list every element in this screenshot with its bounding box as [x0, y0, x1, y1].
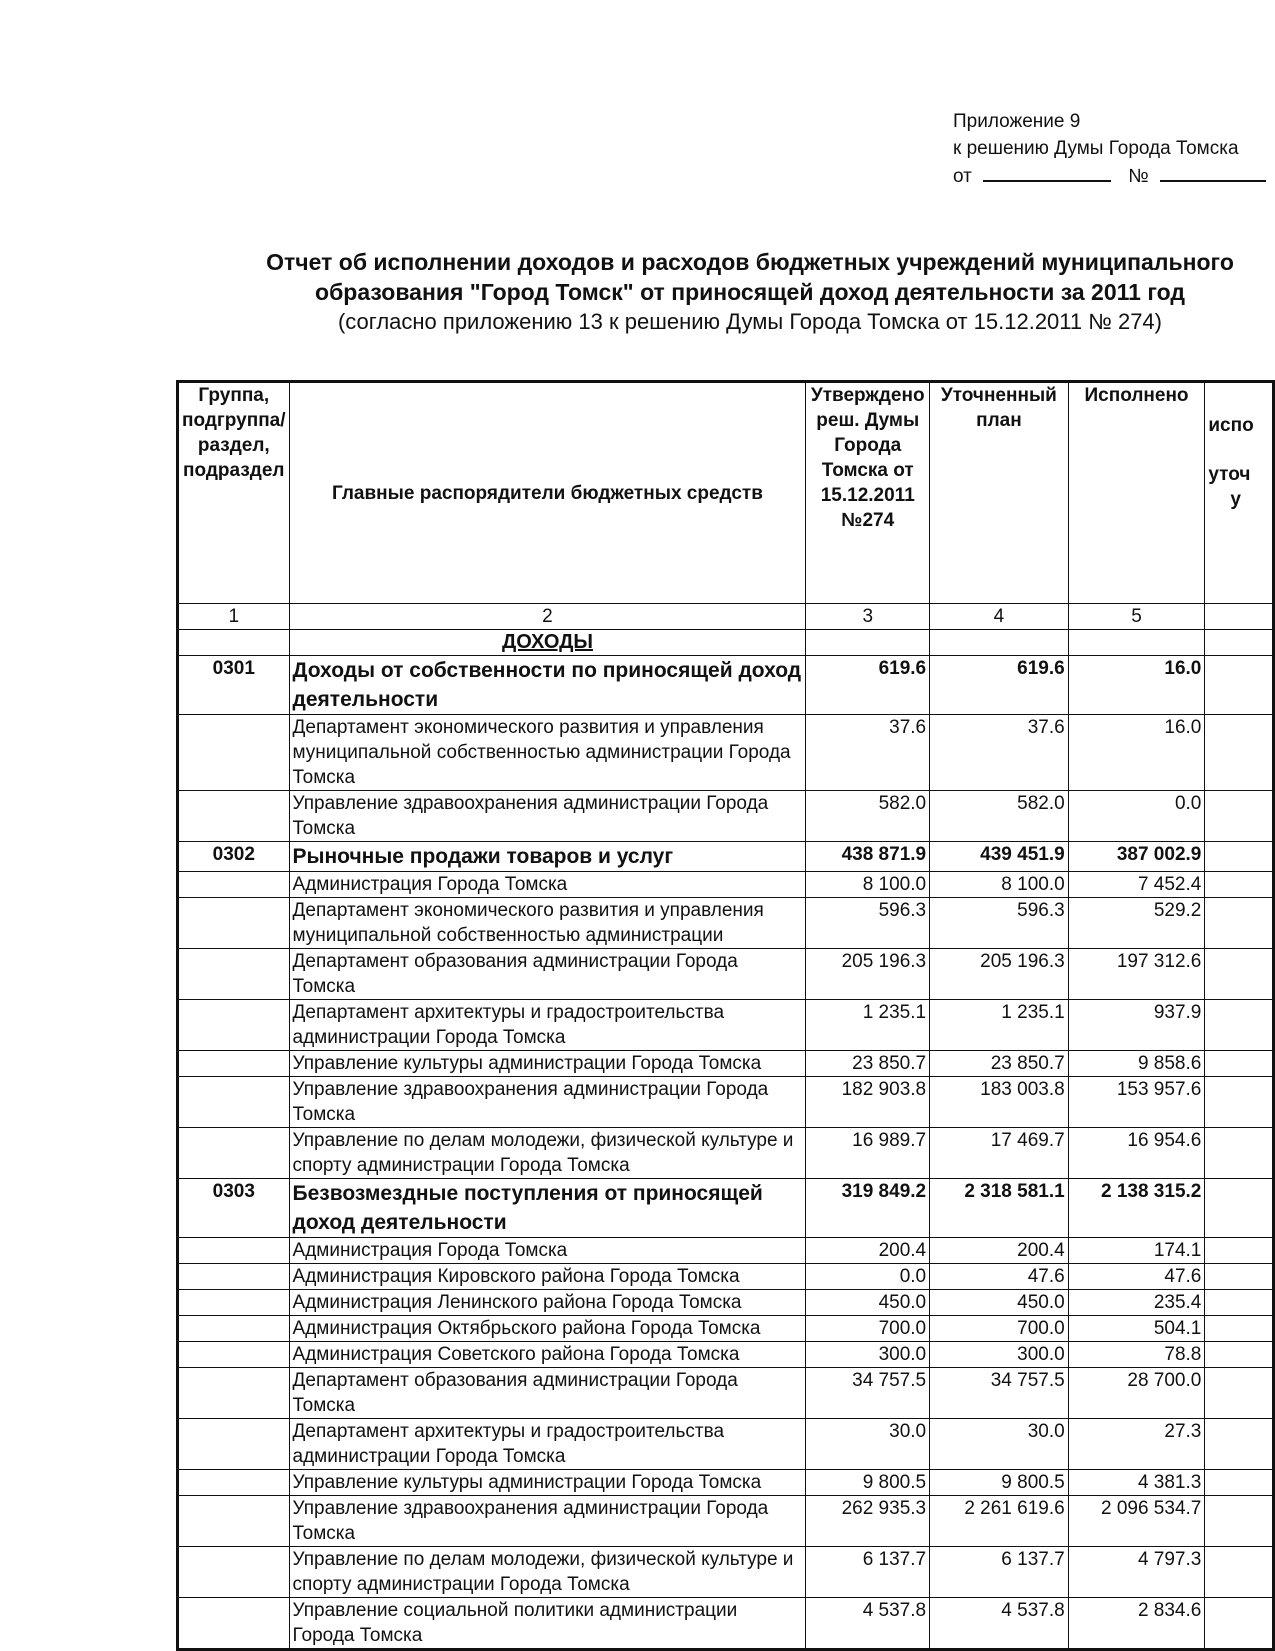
row-approved: 4 537.8 — [806, 1598, 930, 1650]
row-executed: 78.8 — [1068, 1342, 1205, 1368]
row-code — [178, 1419, 290, 1470]
row-refined: 300.0 — [930, 1342, 1069, 1368]
section-code-cell — [178, 630, 290, 656]
row-executed: 153 957.6 — [1068, 1077, 1205, 1128]
row-approved: 205 196.3 — [806, 949, 930, 1000]
row-name: Администрация Советского района Города Томска — [289, 1342, 806, 1368]
row-refined: 9 800.5 — [930, 1470, 1069, 1496]
row-refined: 37.6 — [930, 715, 1069, 791]
col-header-percent-b: уточ — [1208, 464, 1251, 485]
row-name: Доходы от собственности по приносящей доход деятельности — [289, 656, 806, 715]
row-percent — [1205, 872, 1274, 898]
row-percent — [1205, 1419, 1274, 1470]
row-name: Управление культуры администрации Города Томска — [289, 1051, 806, 1077]
col-header-refined: Уточненный план — [930, 382, 1069, 604]
col-header-percent — [1205, 382, 1274, 604]
row-code — [178, 791, 290, 842]
title-line-2: образования "Город Томск" от приносящей доход деятельности за 2011 год — [315, 279, 1185, 305]
row-name: Департамент архитектуры и градостроительства администрации Города Томска — [289, 1419, 806, 1470]
row-executed: 2 096 534.7 — [1068, 1496, 1205, 1547]
row-percent — [1205, 842, 1274, 872]
row-name: Управление здравоохранения администрации Города Томска — [289, 791, 806, 842]
row-approved: 1 235.1 — [806, 1000, 930, 1051]
date-blank — [983, 162, 1111, 182]
row-name: Управление культуры администрации Города Томска — [289, 1470, 806, 1496]
row-approved: 438 871.9 — [806, 842, 930, 872]
row-name: Рыночные продажи товаров и услуг — [289, 842, 806, 872]
annex-number-label: № — [1128, 166, 1149, 187]
col-number: 1 — [178, 604, 290, 630]
row-approved: 319 849.2 — [806, 1179, 930, 1238]
table-row — [178, 1264, 1274, 1290]
row-name: Управление по делам молодежи, физической культуре и спорту администрации Города Томска — [289, 1128, 806, 1179]
table-row — [178, 872, 1274, 898]
row-percent — [1205, 1342, 1274, 1368]
row-approved: 582.0 — [806, 791, 930, 842]
row-approved: 182 903.8 — [806, 1077, 930, 1128]
row-refined: 30.0 — [930, 1419, 1069, 1470]
col-header-percent-a: испо — [1208, 415, 1254, 436]
section-row — [178, 630, 1274, 656]
row-name: Департамент экономического развития и управления муниципальной собственностью администрации — [289, 898, 806, 949]
report-table — [176, 380, 1275, 1651]
row-name: Управление по делам молодежи, физической культуре и спорту администрации Города Томска — [289, 1547, 806, 1598]
row-approved: 23 850.7 — [806, 1051, 930, 1077]
annex-from-label: от — [953, 166, 972, 187]
col-number: 5 — [1068, 604, 1205, 630]
row-code — [178, 1368, 290, 1419]
row-percent — [1205, 791, 1274, 842]
row-executed: 27.3 — [1068, 1419, 1205, 1470]
table-row — [178, 1077, 1274, 1128]
col-number: 3 — [806, 604, 930, 630]
row-code — [178, 1264, 290, 1290]
row-percent — [1205, 1598, 1274, 1650]
section-title: ДОХОДЫ — [289, 630, 806, 656]
col-number: 4 — [930, 604, 1069, 630]
row-name: Администрация Города Томска — [289, 1238, 806, 1264]
row-percent — [1205, 898, 1274, 949]
row-code — [178, 898, 290, 949]
annex-subtitle: к решению Думы Города Томска — [953, 138, 1239, 159]
table-row — [178, 1419, 1274, 1470]
row-approved: 596.3 — [806, 898, 930, 949]
row-approved: 34 757.5 — [806, 1368, 930, 1419]
row-percent — [1205, 656, 1274, 715]
col-number: 2 — [289, 604, 806, 630]
row-executed: 529.2 — [1068, 898, 1205, 949]
row-code — [178, 872, 290, 898]
header-row — [178, 382, 1274, 604]
row-percent — [1205, 1470, 1274, 1496]
row-code — [178, 1316, 290, 1342]
table-row — [178, 1290, 1274, 1316]
table-row — [178, 1128, 1274, 1179]
row-approved: 6 137.7 — [806, 1547, 930, 1598]
row-approved: 262 935.3 — [806, 1496, 930, 1547]
row-executed: 174.1 — [1068, 1238, 1205, 1264]
title-line-3: (согласно приложению 13 к решению Думы Города Томска от 15.12.2011 № 274) — [337, 309, 1162, 334]
table-row — [178, 1342, 1274, 1368]
row-name: Управление социальной политики администрации Города Томска — [289, 1598, 806, 1650]
row-percent — [1205, 715, 1274, 791]
col-header-code: Группа, подгруппа/ раздел, подраздел — [178, 382, 290, 604]
row-percent — [1205, 1077, 1274, 1128]
col-header-percent-c: у — [1230, 489, 1241, 510]
annex-title: Приложение 9 — [953, 111, 1081, 132]
row-refined: 2 318 581.1 — [930, 1179, 1069, 1238]
row-refined: 23 850.7 — [930, 1051, 1069, 1077]
row-code — [178, 715, 290, 791]
row-name: Администрация Ленинского района Города Томска — [289, 1290, 806, 1316]
row-percent — [1205, 1264, 1274, 1290]
row-percent — [1205, 1238, 1274, 1264]
table-row — [178, 1368, 1274, 1419]
section-empty-cell — [1068, 630, 1205, 656]
row-refined: 34 757.5 — [930, 1368, 1069, 1419]
row-code — [178, 1051, 290, 1077]
row-executed: 4 381.3 — [1068, 1470, 1205, 1496]
row-code — [178, 1290, 290, 1316]
col-header-name: Главные распорядители бюджетных средств — [289, 382, 806, 604]
row-executed: 28 700.0 — [1068, 1368, 1205, 1419]
row-approved: 37.6 — [806, 715, 930, 791]
row-refined: 596.3 — [930, 898, 1069, 949]
col-header-approved: Утверждено реш. Думы Города Томска от 15.12.2011 №274 — [806, 382, 930, 604]
col-header-executed: Исполнено — [1068, 382, 1205, 604]
col-number — [1205, 604, 1274, 630]
number-blank — [1160, 162, 1266, 182]
row-percent — [1205, 949, 1274, 1000]
row-code — [178, 1496, 290, 1547]
row-approved: 0.0 — [806, 1264, 930, 1290]
table-row — [178, 1470, 1274, 1496]
row-approved: 450.0 — [806, 1290, 930, 1316]
table-row — [178, 1496, 1274, 1547]
row-executed: 4 797.3 — [1068, 1547, 1205, 1598]
row-approved: 16 989.7 — [806, 1128, 930, 1179]
row-percent — [1205, 1290, 1274, 1316]
row-name: Департамент образования администрации Города Томска — [289, 949, 806, 1000]
row-refined: 47.6 — [930, 1264, 1069, 1290]
row-percent — [1205, 1128, 1274, 1179]
row-name: Администрация Октябрьского района Города Томска — [289, 1316, 806, 1342]
table-row — [178, 898, 1274, 949]
table-row — [178, 949, 1274, 1000]
row-percent — [1205, 1547, 1274, 1598]
table-row — [178, 1238, 1274, 1264]
row-code — [178, 1238, 290, 1264]
section-empty-cell — [1205, 630, 1274, 656]
row-approved: 8 100.0 — [806, 872, 930, 898]
row-code — [178, 1128, 290, 1179]
row-code — [178, 1598, 290, 1650]
row-refined: 17 469.7 — [930, 1128, 1069, 1179]
row-approved: 9 800.5 — [806, 1470, 930, 1496]
section-empty-cell — [930, 630, 1069, 656]
row-name: Администрация Города Томска — [289, 872, 806, 898]
table-row — [178, 1316, 1274, 1342]
row-percent — [1205, 1179, 1274, 1238]
title-line-1: Отчет об исполнении доходов и расходов бюджетных учреждений муниципального — [266, 249, 1234, 275]
row-executed: 7 452.4 — [1068, 872, 1205, 898]
row-refined: 4 537.8 — [930, 1598, 1069, 1650]
row-refined: 1 235.1 — [930, 1000, 1069, 1051]
row-executed: 9 858.6 — [1068, 1051, 1205, 1077]
section-empty-cell — [806, 630, 930, 656]
row-refined: 6 137.7 — [930, 1547, 1069, 1598]
table-row — [178, 1000, 1274, 1051]
table-row — [178, 715, 1274, 791]
row-refined: 582.0 — [930, 791, 1069, 842]
row-code: 0303 — [178, 1179, 290, 1238]
row-name: Управление здравоохранения администрации Города Томска — [289, 1496, 806, 1547]
annex-block — [953, 108, 1266, 190]
row-code — [178, 1547, 290, 1598]
row-approved: 619.6 — [806, 656, 930, 715]
row-refined: 183 003.8 — [930, 1077, 1069, 1128]
row-code — [178, 949, 290, 1000]
row-percent — [1205, 1368, 1274, 1419]
row-percent — [1205, 1051, 1274, 1077]
row-name: Безвозмездные поступления от приносящей доход деятельности — [289, 1179, 806, 1238]
row-code — [178, 1000, 290, 1051]
table-row — [178, 1051, 1274, 1077]
row-executed: 0.0 — [1068, 791, 1205, 842]
row-executed: 197 312.6 — [1068, 949, 1205, 1000]
row-executed: 16 954.6 — [1068, 1128, 1205, 1179]
table-row — [178, 791, 1274, 842]
group-row — [178, 842, 1274, 872]
row-executed: 937.9 — [1068, 1000, 1205, 1051]
group-row — [178, 1179, 1274, 1238]
row-percent — [1205, 1316, 1274, 1342]
row-name: Управление здравоохранения администрации Города Томска — [289, 1077, 806, 1128]
row-executed: 47.6 — [1068, 1264, 1205, 1290]
row-refined: 619.6 — [930, 656, 1069, 715]
report-title — [150, 247, 1275, 337]
row-code — [178, 1342, 290, 1368]
row-refined: 200.4 — [930, 1238, 1069, 1264]
row-executed: 2 138 315.2 — [1068, 1179, 1205, 1238]
row-refined: 205 196.3 — [930, 949, 1069, 1000]
group-row — [178, 656, 1274, 715]
row-code — [178, 1470, 290, 1496]
row-refined: 700.0 — [930, 1316, 1069, 1342]
row-approved: 30.0 — [806, 1419, 930, 1470]
column-number-row — [178, 604, 1274, 630]
row-executed: 387 002.9 — [1068, 842, 1205, 872]
row-refined: 450.0 — [930, 1290, 1069, 1316]
row-executed: 235.4 — [1068, 1290, 1205, 1316]
table-row — [178, 1598, 1274, 1650]
row-refined: 2 261 619.6 — [930, 1496, 1069, 1547]
row-approved: 300.0 — [806, 1342, 930, 1368]
row-executed: 16.0 — [1068, 656, 1205, 715]
row-refined: 8 100.0 — [930, 872, 1069, 898]
row-percent — [1205, 1496, 1274, 1547]
annex-date-line — [953, 162, 1266, 190]
row-executed: 504.1 — [1068, 1316, 1205, 1342]
table-row — [178, 1547, 1274, 1598]
row-executed: 16.0 — [1068, 715, 1205, 791]
row-name: Департамент образования администрации Города Томска — [289, 1368, 806, 1419]
row-code: 0302 — [178, 842, 290, 872]
row-name: Департамент экономического развития и управления муниципальной собственностью администрации Города Томска — [289, 715, 806, 791]
row-approved: 700.0 — [806, 1316, 930, 1342]
row-code — [178, 1077, 290, 1128]
row-executed: 2 834.6 — [1068, 1598, 1205, 1650]
row-refined: 439 451.9 — [930, 842, 1069, 872]
row-name: Департамент архитектуры и градостроительства администрации Города Томска — [289, 1000, 806, 1051]
row-percent — [1205, 1000, 1274, 1051]
row-name: Администрация Кировского района Города Томска — [289, 1264, 806, 1290]
row-code: 0301 — [178, 656, 290, 715]
row-approved: 200.4 — [806, 1238, 930, 1264]
